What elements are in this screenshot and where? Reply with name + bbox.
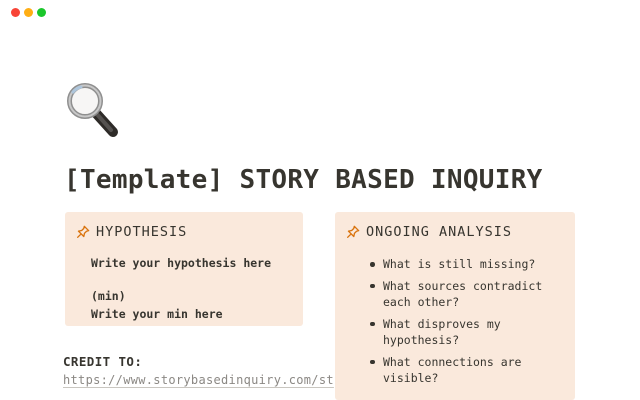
credit-section: [63, 355, 334, 388]
ongoing-analysis-callout: [335, 212, 575, 400]
hypothesis-title: HYPOTHESIS: [96, 224, 188, 240]
ongoing-analysis-callout-header: [345, 224, 559, 240]
pushpin-icon: [75, 224, 91, 240]
pushpin-icon: [345, 224, 361, 240]
hypothesis-min-block: [91, 287, 287, 323]
analysis-question-list: [367, 256, 559, 387]
hypothesis-prompt: Write your hypothesis here: [91, 256, 272, 270]
analysis-question-item: What sources contradict each other?: [367, 278, 559, 311]
minimize-button[interactable]: [24, 8, 33, 17]
window-controls: [11, 8, 46, 17]
analysis-question-item: What is still missing?: [367, 256, 559, 273]
hypothesis-min-label: (min): [91, 289, 126, 303]
close-button[interactable]: [11, 8, 20, 17]
hypothesis-callout: [65, 212, 303, 326]
analysis-question-item: What connections are visible?: [367, 354, 559, 387]
credit-link[interactable]: https://www.storybasedinquiry.com/st: [63, 373, 334, 387]
credit-label: CREDIT TO:: [63, 354, 143, 369]
hypothesis-min-prompt: Write your min here: [91, 307, 223, 321]
hypothesis-body: [91, 255, 287, 323]
page-title: [Template] STORY BASED INQUIRY: [64, 165, 543, 195]
hypothesis-callout-header: [75, 224, 287, 240]
analysis-question-item: What disproves my hypothesis?: [367, 316, 559, 349]
ongoing-analysis-title: ONGOING ANALYSIS: [366, 224, 513, 240]
zoom-button[interactable]: [37, 8, 46, 17]
magnifying-glass-icon[interactable]: [64, 82, 120, 138]
